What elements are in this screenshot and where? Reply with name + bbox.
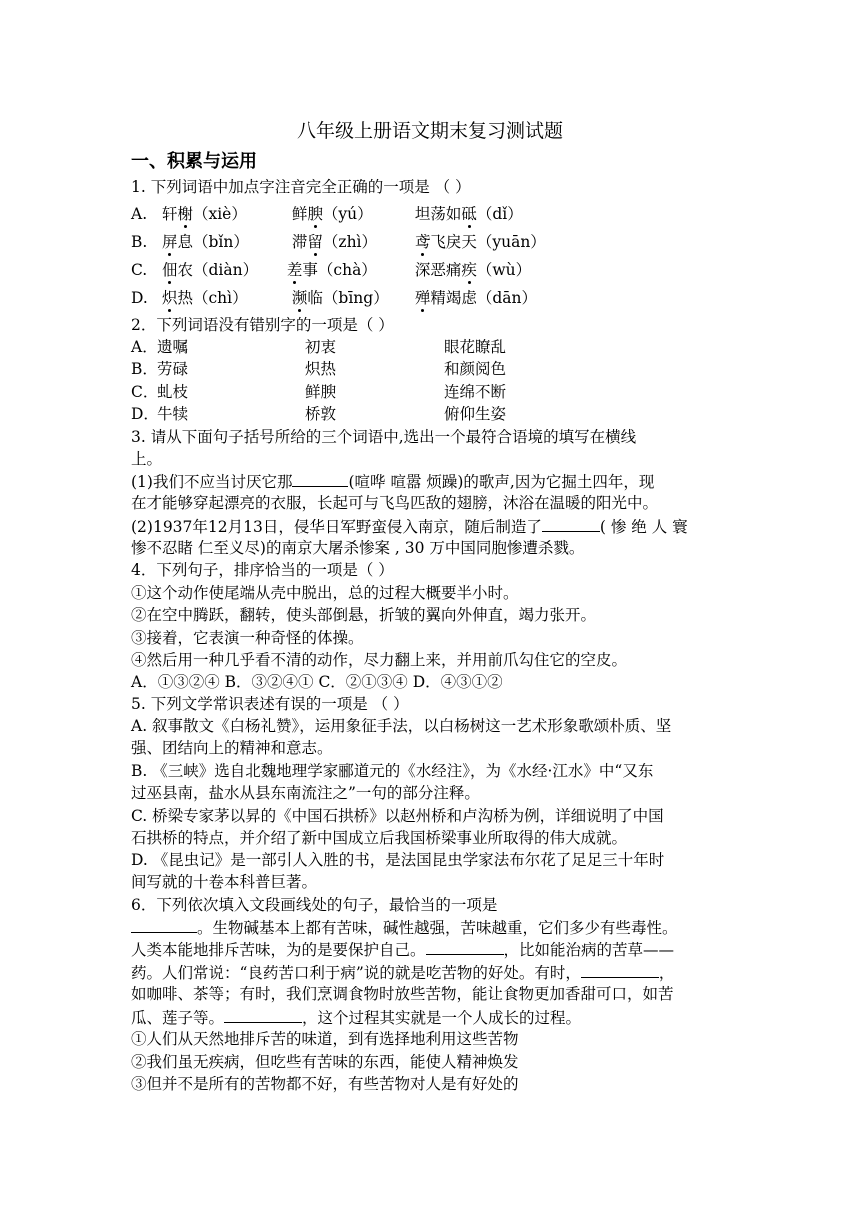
q3-sentence-2: (2)1937年12月13日，侵华日军野蛮侵入南京，随后制造了 ( 惨 绝 人 寰 — [131, 515, 688, 538]
page-title: 八年级上册语文期末复习测试题 — [296, 120, 563, 142]
option-word: 坦荡如砥（dǐ） — [414, 205, 523, 223]
q4-options: A．①③②④ B．③②④① C．②①③④ D．④③①② — [131, 673, 503, 691]
q1-option-a — [131, 203, 523, 225]
option-label: B. — [131, 233, 148, 251]
q4-stem: 4．下列句子，排序恰当的一项是（ ） — [131, 561, 394, 579]
q5-stem: 5. 下列文学常识表述有误的一项是 （ ） — [131, 695, 409, 713]
q6-passage: 药。人们常说：“良药苦口利于病”说的就是吃苦物的好处。有时， ， — [131, 961, 674, 984]
q3-sentence-2-cont: 惨不忍睹 仁至义尽)的南京大屠杀惨案 , 30 万中国同胞惨遭杀戮。 — [131, 539, 585, 557]
option-word: 炽热（chì） — [161, 289, 248, 307]
option-word: 鲜腴（yú） — [291, 205, 373, 223]
fill-blank — [131, 916, 197, 933]
q6-option-sentence: ③但并不是所有的苦物都不好，有些苦物对人是有好处的 — [131, 1075, 519, 1093]
q2-option-d: D．牛犊 桥敦 俯仰生姿 — [131, 405, 507, 423]
q5-option-a-cont: 强、团结向上的精神和意志。 — [131, 739, 333, 757]
q6-passage: 如咖啡、茶等；有时，我们烹调食物时放些苦物，能让食物更加香甜可口，如苦 — [131, 985, 674, 1003]
q5-option-b: B. 《三峡》选自北魏地理学家郦道元的《水经注》，为《水经·江水》中“又东 — [131, 762, 654, 780]
fill-blank — [224, 1006, 302, 1023]
fill-blank — [542, 515, 600, 532]
option-word: 佃农（diàn） — [161, 261, 259, 279]
q4-sentence: ②在空中腾跃，翻转，使头部倒悬，折皱的翼向外伸直，竭力张开。 — [131, 606, 597, 624]
q4-sentence: ③接着，它表演一种奇怪的体操。 — [131, 629, 364, 647]
q3-sentence-1: (1)我们不应当讨厌它那 (喧哗 喧嚣 烦躁)的歌声,因为它掘土四年，现 — [131, 470, 654, 493]
option-label: A. — [131, 205, 148, 223]
option-label: C. — [131, 261, 148, 279]
option-label: D. — [131, 289, 148, 307]
q6-passage: 人类本能地排斥苦味，为的是要保护自己。 ，比如能治病的苦草—— — [131, 938, 674, 961]
q1-option-b — [131, 231, 546, 253]
q6-passage: 瓜、莲子等。 ，这个过程其实就是一个人成长的过程。 — [131, 1006, 581, 1029]
q5-option-d-cont: 间写就的十卷本科普巨著。 — [131, 873, 318, 891]
option-word: 濒临（bīng） — [291, 289, 389, 307]
q2-option-b: B．劳碌 炽热 和颜阅色 — [131, 360, 507, 378]
option-word: 滞留（zhì） — [291, 233, 378, 251]
q4-sentence: ④然后用一种几乎看不清的动作，尽力翻上来，并用前爪勾住它的空皮。 — [131, 651, 628, 669]
q5-option-c: C. 桥梁专家茅以昇的《中国石拱桥》以赵州桥和卢沟桥为例，详细说明了中国 — [131, 807, 664, 825]
q5-option-c-cont: 石拱桥的特点，并介绍了新中国成立后我国桥梁事业所取得的伟大成就。 — [131, 829, 628, 847]
q6-option-sentence: ②我们虽无疾病，但吃些有苦味的东西，能使人精神焕发 — [131, 1053, 519, 1071]
q6-passage: 。生物碱基本上都有苦味，碱性越强，苦味越重，它们多少有些毒性。 — [131, 916, 678, 939]
q1-option-c — [131, 259, 531, 281]
q1-option-d — [131, 287, 537, 309]
option-word: 屏息（bǐn） — [161, 233, 249, 251]
option-word: 鸢飞戾天（yuān） — [414, 233, 546, 251]
q2-stem: 2．下列词语没有错别字的一项是（ ） — [131, 316, 394, 334]
section-heading: 一、积累与运用 — [131, 151, 257, 172]
fill-blank — [581, 961, 659, 978]
fill-blank — [292, 470, 348, 487]
fill-blank — [426, 938, 504, 955]
option-word: 轩榭（xiè） — [161, 205, 247, 223]
q1-stem: 1. 下列词语中加点字注音完全正确的一项是 （ ） — [131, 178, 471, 196]
q5-option-d: D. 《昆虫记》是一部引人入胜的书，是法国昆虫学家法布尔花了足足三十年时 — [131, 851, 665, 869]
option-word: 深恶痛疾（wù） — [414, 261, 532, 279]
q5-option-a: A. 叙事散文《白杨礼赞》，运用象征手法，以白杨树这一艺术形象歌颂朴质、坚 — [131, 717, 672, 735]
option-word: 差事（chà） — [286, 261, 377, 279]
q2-option-a: A．遗嘱 初衷 眼花瞭乱 — [131, 338, 507, 356]
q5-option-b-cont: 过巫县南，盐水从县东南流注之”一句的部分注释。 — [131, 784, 480, 802]
q4-sentence: ①这个动作使尾端从壳中脱出，总的过程大概要半小时。 — [131, 584, 519, 602]
q3-stem: 3. 请从下面句子括号所给的三个词语中,选出一个最符合语境的填写在横线 — [131, 428, 637, 446]
q2-option-c: C．虬枝 鲜腴 连绵不断 — [131, 383, 507, 401]
q6-option-sentence: ①人们从天然地排斥苦的味道，到有选择地利用这些苦物 — [131, 1030, 519, 1048]
option-word: 殚精竭虑（dān） — [414, 289, 537, 307]
q6-stem: 6．下列依次填入文段画线处的句子，最恰当的一项是 — [131, 896, 498, 914]
q3-sentence-1-cont: 在才能够穿起漂亮的衣服，长起可与飞鸟匹敌的翅膀，沐浴在温暖的阳光中。 — [131, 494, 659, 512]
q3-stem-cont: 上。 — [131, 450, 163, 468]
